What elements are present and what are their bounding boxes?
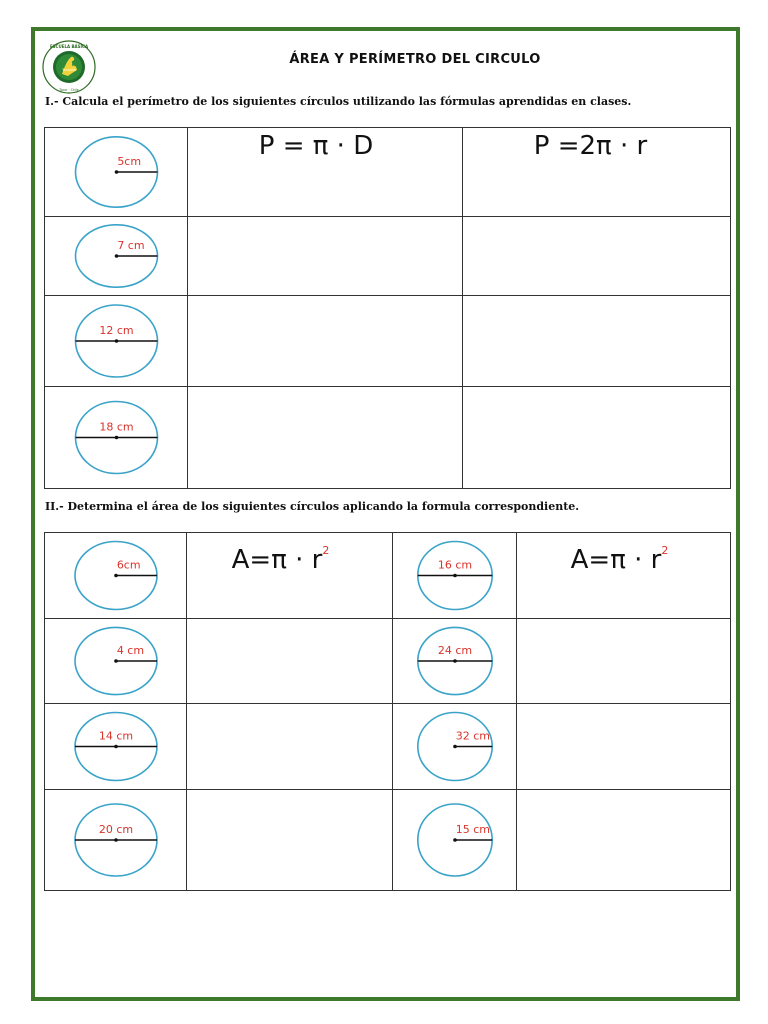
area-table bbox=[44, 532, 731, 891]
answer-cell[interactable] bbox=[463, 217, 731, 296]
logo-inner-text: Tocopilla bbox=[62, 68, 76, 72]
logo-bottom-text: Tocor · Chile bbox=[59, 88, 79, 92]
circle-figure bbox=[45, 704, 187, 789]
circle-measure-label: 12 cm bbox=[99, 324, 134, 337]
circle-figure bbox=[45, 619, 187, 703]
page-title: ÁREA Y PERÍMETRO DEL CIRCULO bbox=[289, 52, 541, 67]
center-point bbox=[453, 659, 457, 663]
circle-measure-label: 15 cm bbox=[455, 823, 491, 836]
formula-area-right bbox=[509, 536, 730, 575]
circle-figure bbox=[45, 296, 188, 386]
circle-figure bbox=[45, 790, 187, 890]
circle-figure bbox=[45, 387, 188, 488]
circle-figure bbox=[393, 790, 517, 890]
circle-measure-label: 7 cm bbox=[117, 239, 145, 252]
table-row bbox=[45, 790, 731, 891]
formula-area-text: A=π · r bbox=[570, 545, 662, 575]
circle-figure bbox=[393, 619, 517, 703]
circle-cell bbox=[45, 790, 187, 891]
center-point bbox=[114, 659, 118, 663]
circle-cell bbox=[393, 704, 517, 790]
answer-cell[interactable] bbox=[517, 790, 731, 891]
answer-cell[interactable] bbox=[187, 619, 393, 704]
circle-cell bbox=[45, 387, 188, 489]
circle-measure-label: 4 cm bbox=[116, 644, 145, 657]
logo-ring-text: ESCUELA BÁSICA bbox=[49, 44, 89, 49]
center-point bbox=[115, 254, 119, 258]
circle-figure bbox=[393, 533, 517, 618]
center-point bbox=[114, 574, 118, 578]
circle-cell bbox=[45, 704, 187, 790]
table-row bbox=[45, 704, 731, 790]
circle-cell bbox=[393, 790, 517, 891]
circle-measure-label: 24 cm bbox=[437, 644, 473, 657]
table-row bbox=[45, 217, 731, 296]
formula-cell bbox=[187, 533, 393, 619]
circle-figure bbox=[45, 128, 188, 216]
formula-perimeter-diameter: P = π · D bbox=[258, 131, 374, 161]
circle-measure-label: 16 cm bbox=[437, 558, 473, 572]
table-row bbox=[45, 128, 731, 217]
circle-measure-label: 18 cm bbox=[99, 420, 134, 434]
formula-area-left bbox=[169, 536, 392, 575]
answer-cell[interactable] bbox=[517, 619, 731, 704]
formula-exponent: 2 bbox=[322, 544, 330, 557]
circle-cell bbox=[45, 128, 188, 217]
formula-exponent: 2 bbox=[661, 544, 669, 557]
formula-perimeter-radius: P =2π · r bbox=[533, 131, 648, 161]
formula-cell bbox=[188, 128, 463, 217]
circle-figure bbox=[45, 217, 188, 295]
answer-cell[interactable] bbox=[517, 704, 731, 790]
center-point bbox=[115, 339, 119, 343]
answer-cell[interactable] bbox=[463, 387, 731, 489]
table-row bbox=[45, 296, 731, 387]
table-row bbox=[45, 533, 731, 619]
circle-cell bbox=[393, 533, 517, 619]
answer-cell[interactable] bbox=[463, 296, 731, 387]
section2-instruction: II.- Determina el área de los siguientes círculos aplicando la formula correspondiente. bbox=[45, 500, 580, 513]
circle-figure bbox=[45, 533, 187, 618]
circle-measure-label: 6cm bbox=[116, 558, 141, 572]
school-logo bbox=[42, 40, 96, 94]
center-point bbox=[453, 745, 457, 749]
circle-cell bbox=[45, 619, 187, 704]
answer-cell[interactable] bbox=[187, 704, 393, 790]
center-point bbox=[115, 170, 119, 174]
circle-figure bbox=[393, 704, 517, 789]
center-point bbox=[453, 838, 457, 842]
center-point bbox=[114, 838, 118, 842]
answer-cell[interactable] bbox=[188, 387, 463, 489]
circle-cell bbox=[45, 533, 187, 619]
circle-measure-label: 5cm bbox=[117, 155, 142, 168]
perimeter-table bbox=[44, 127, 731, 489]
center-point bbox=[115, 436, 119, 440]
circle-measure-label: 32 cm bbox=[455, 729, 491, 743]
table-row bbox=[45, 619, 731, 704]
table-row bbox=[45, 387, 731, 489]
section1-instruction: I.- Calcula el perímetro de los siguientes círculos utilizando las fórmulas aprendidas en clases. bbox=[45, 95, 632, 108]
circle-cell bbox=[45, 217, 188, 296]
answer-cell[interactable] bbox=[188, 217, 463, 296]
formula-cell bbox=[517, 533, 731, 619]
center-point bbox=[453, 574, 457, 578]
circle-measure-label: 14 cm bbox=[98, 729, 134, 743]
formula-area-text: A=π · r bbox=[231, 545, 323, 575]
center-point bbox=[114, 745, 118, 749]
formula-cell bbox=[463, 128, 731, 217]
circle-cell bbox=[393, 619, 517, 704]
answer-cell[interactable] bbox=[187, 790, 393, 891]
circle-measure-label: 20 cm bbox=[98, 823, 134, 836]
answer-cell[interactable] bbox=[188, 296, 463, 387]
circle-cell bbox=[45, 296, 188, 387]
